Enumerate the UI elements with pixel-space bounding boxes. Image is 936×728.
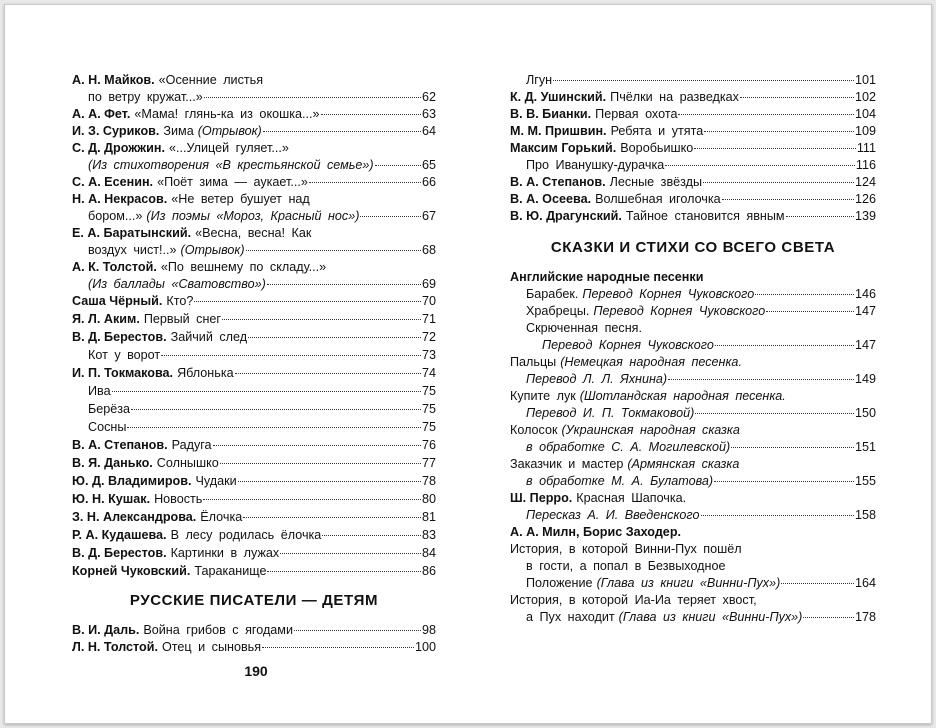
toc-entry — [72, 328, 436, 346]
toc-author: З. Н. Александрова. — [72, 510, 197, 524]
toc-title: Воробьишко — [620, 141, 694, 155]
dot-leader — [235, 373, 421, 374]
toc-title: в гости, а попал в Безвыходное — [526, 559, 726, 573]
toc-note: Перевод Корнея Чуковского — [582, 287, 755, 301]
toc-title: «...Улицей гуляет...» — [168, 141, 289, 155]
toc-title: Волшебная иголочка — [595, 192, 721, 206]
dot-leader — [803, 617, 854, 618]
toc-note: (Отрывок) — [197, 124, 262, 138]
toc-note: (Из баллады «Сватовство») — [88, 277, 266, 291]
toc-author: Английские народные песенки — [510, 270, 704, 284]
dot-leader — [238, 481, 421, 482]
toc-entry — [510, 106, 876, 123]
dot-leader — [322, 535, 421, 536]
toc-author: А. Н. Майков. — [72, 73, 155, 87]
toc-title: Ребята и утята — [610, 124, 704, 138]
toc-entry — [510, 303, 876, 320]
toc-entry — [510, 320, 876, 337]
toc-title: История, в которой Винни-Пух пошёл — [510, 542, 742, 556]
dot-leader — [204, 97, 421, 98]
dot-leader — [321, 114, 421, 115]
toc-title: Новость — [154, 492, 203, 506]
toc-note: (Шотландская народная песенка. — [579, 389, 786, 403]
toc-title: Скрюченная песня. — [526, 321, 642, 335]
dot-leader — [112, 391, 421, 392]
dot-leader — [714, 481, 854, 482]
toc-page-number: 124 — [854, 175, 876, 189]
dot-leader — [246, 250, 421, 251]
toc-entry — [72, 140, 436, 157]
toc-author: И. З. Суриков. — [72, 124, 160, 138]
toc-entry — [72, 208, 436, 225]
toc-title: Отец и сыновья — [161, 640, 262, 654]
toc-note: Перевод Корнея Чуковского — [593, 304, 766, 318]
toc-note: Перевод Корнея Чуковского — [542, 338, 714, 352]
dot-leader — [695, 413, 854, 414]
toc-entry — [510, 490, 876, 507]
toc-note: Перевод И. П. Токмаковой) — [526, 406, 695, 420]
toc-entry — [72, 191, 436, 208]
toc-page-number: 65 — [421, 158, 436, 172]
toc-page-number: 86 — [421, 564, 436, 578]
toc-entry — [510, 473, 876, 490]
toc-entry — [72, 526, 436, 544]
section-title: РУССКИЕ ПИСАТЕЛИ — ДЕТЯМ — [129, 592, 379, 609]
toc-title: Пальцы — [510, 355, 557, 369]
dot-leader — [127, 427, 421, 428]
toc-note: Перевод Л. Л. Яхнина) — [526, 372, 668, 386]
toc-author: Я. Л. Аким. — [72, 312, 140, 326]
toc-title: Про Иванушку-дурачка — [526, 158, 665, 172]
toc-entry — [510, 541, 876, 558]
toc-page-number: 76 — [421, 438, 436, 452]
toc-entry — [510, 140, 876, 157]
toc-page-number: 71 — [421, 312, 436, 326]
toc-title: Война грибов с ягодами — [143, 623, 293, 637]
book-page — [4, 4, 932, 724]
toc-page-number: 98 — [421, 623, 436, 637]
toc-title: Красная Шапочка. — [576, 491, 687, 505]
toc-title: «Поёт зима — аукает...» — [157, 175, 308, 189]
toc-entry — [72, 400, 436, 418]
toc-entry — [72, 472, 436, 490]
toc-page-number: 149 — [854, 372, 876, 386]
toc-title: Сосны — [88, 420, 127, 434]
toc-title: Тараканище — [194, 564, 267, 578]
dot-leader — [694, 148, 856, 149]
dot-leader — [665, 165, 855, 166]
toc-title: Купите лук — [510, 389, 576, 403]
toc-entry — [72, 72, 436, 89]
toc-page-number: 100 — [414, 640, 436, 654]
toc-note: (Из стихотворения «В крестьянской семье») — [88, 158, 374, 172]
toc-entry-list — [510, 72, 876, 225]
dot-leader — [203, 499, 421, 500]
toc-page-number: 74 — [421, 366, 436, 380]
toc-entry — [510, 174, 876, 191]
toc-entry — [510, 208, 876, 225]
toc-page-number: 111 — [856, 141, 876, 155]
toc-page-number: 101 — [854, 73, 876, 87]
toc-author: Ш. Перро. — [510, 491, 573, 505]
toc-page-number: 75 — [421, 402, 436, 416]
dot-leader — [161, 355, 421, 356]
toc-entry-list — [510, 269, 876, 626]
toc-author: В. И. Даль. — [72, 623, 140, 637]
toc-note: в обработке С. А. Могилевской) — [526, 440, 731, 454]
toc-author: Р. А. Кудашева. — [72, 528, 167, 542]
toc-page-number: 66 — [421, 175, 436, 189]
toc-page-number: 64 — [421, 124, 436, 138]
toc-page-number: 158 — [854, 508, 876, 522]
toc-entry — [72, 157, 436, 174]
toc-title: «Не ветер бушует над — [171, 192, 310, 206]
toc-entry-list — [72, 622, 436, 656]
toc-title: а Пух находит — [526, 610, 615, 624]
toc-title: Ёлочка — [200, 510, 243, 524]
toc-page-number: 68 — [421, 243, 436, 257]
toc-entry — [510, 422, 876, 439]
dot-leader — [309, 182, 421, 183]
dot-leader — [553, 80, 854, 81]
toc-entry — [510, 72, 876, 89]
toc-page-number: 178 — [854, 610, 876, 624]
dot-leader — [262, 647, 414, 648]
toc-page-number: 139 — [854, 209, 876, 223]
toc-page-number: 63 — [421, 107, 436, 121]
toc-entry — [510, 286, 876, 303]
page-number: 190 — [244, 663, 268, 679]
toc-author: Н. А. Некрасов. — [72, 192, 168, 206]
toc-page-number: 155 — [854, 474, 876, 488]
dot-leader — [766, 311, 854, 312]
toc-title: Кто? — [166, 294, 194, 308]
toc-entry — [510, 405, 876, 422]
toc-entry — [72, 259, 436, 276]
toc-entry — [72, 225, 436, 242]
toc-title: «Осенние листья — [158, 73, 264, 87]
dot-leader — [222, 319, 421, 320]
dot-leader — [267, 284, 421, 285]
toc-entry — [510, 388, 876, 405]
toc-author: Ю. Д. Владимиров. — [72, 474, 192, 488]
toc-title: Берёза — [88, 402, 131, 416]
toc-title: Храбрецы. — [526, 304, 590, 318]
toc-right-column — [510, 72, 876, 626]
toc-title: «Весна, весна! Как — [195, 226, 312, 240]
toc-entry — [72, 276, 436, 293]
dot-leader — [715, 345, 854, 346]
dot-leader — [703, 182, 854, 183]
toc-page-number: 69 — [421, 277, 436, 291]
toc-note: (Отрывок) — [180, 243, 245, 257]
dot-leader — [755, 294, 854, 295]
toc-title: Ива — [88, 384, 111, 398]
toc-title: Чудаки — [195, 474, 237, 488]
toc-author: С. Д. Дрожжин. — [72, 141, 165, 155]
toc-entry — [510, 575, 876, 592]
toc-author: В. Я. Данько. — [72, 456, 153, 470]
toc-entry — [510, 354, 876, 371]
toc-entry — [72, 508, 436, 526]
toc-title: Зима — [163, 124, 194, 138]
dot-leader — [213, 445, 421, 446]
toc-author: Ю. Н. Кушак. — [72, 492, 151, 506]
toc-entry — [510, 439, 876, 456]
toc-entry — [72, 622, 436, 639]
toc-left-column — [72, 72, 436, 656]
toc-entry — [72, 639, 436, 656]
toc-author: Саша Чёрный. — [72, 294, 163, 308]
toc-entry — [72, 382, 436, 400]
dot-leader — [263, 131, 421, 132]
dot-leader — [360, 216, 421, 217]
toc-page-number: 83 — [421, 528, 436, 542]
toc-title: История, в которой Иа-Иа теряет хвост, — [510, 593, 757, 607]
toc-author: В. Д. Берестов. — [72, 330, 167, 344]
toc-note: Пересказ А. И. Введенского — [526, 508, 700, 522]
toc-author: В. А. Степанов. — [72, 438, 168, 452]
toc-title: Барабек. — [526, 287, 579, 301]
toc-page-number: 150 — [854, 406, 876, 420]
dot-leader — [194, 301, 421, 302]
toc-entry — [72, 106, 436, 123]
toc-page-number: 102 — [854, 90, 876, 104]
toc-entry — [510, 609, 876, 626]
dot-leader — [220, 463, 421, 464]
toc-page-number: 72 — [421, 330, 436, 344]
toc-title: Первый снег — [143, 312, 222, 326]
toc-entry — [510, 269, 876, 286]
toc-entry — [72, 123, 436, 140]
toc-page-number: 77 — [421, 456, 436, 470]
dot-leader — [704, 131, 854, 132]
toc-author: А. А. Фет. — [72, 107, 131, 121]
dot-leader — [294, 630, 421, 631]
toc-title: воздух чист!..» — [88, 243, 177, 257]
dot-leader — [678, 114, 854, 115]
toc-author: К. Д. Ушинский. — [510, 90, 607, 104]
toc-page-number: 126 — [854, 192, 876, 206]
toc-page-number: 73 — [421, 348, 436, 362]
dot-leader — [786, 216, 854, 217]
dot-leader — [280, 553, 421, 554]
section-title: СКАЗКИ И СТИХИ СО ВСЕГО СВЕТА — [550, 239, 836, 256]
toc-author: Е. А. Баратынский. — [72, 226, 192, 240]
toc-page-number: 151 — [854, 440, 876, 454]
toc-author: В. А. Степанов. — [510, 175, 606, 189]
toc-entry — [510, 123, 876, 140]
toc-title: Пчёлки на разведках — [610, 90, 739, 104]
dot-leader — [731, 447, 854, 448]
toc-author: В. В. Бианки. — [510, 107, 592, 121]
toc-title: Колосок — [510, 423, 558, 437]
toc-entry — [72, 436, 436, 454]
toc-page-number: 164 — [854, 576, 876, 590]
dot-leader — [248, 337, 421, 338]
toc-note: (Из поэмы «Мороз, Красный нос») — [146, 209, 360, 223]
toc-entry — [72, 174, 436, 191]
toc-entry — [510, 89, 876, 106]
toc-page-number: 75 — [421, 420, 436, 434]
toc-page-number: 81 — [421, 510, 436, 524]
dot-leader — [131, 409, 421, 410]
toc-entry — [510, 592, 876, 609]
toc-author: В. А. Осеева. — [510, 192, 592, 206]
toc-entry — [72, 310, 436, 328]
toc-page-number: 104 — [854, 107, 876, 121]
toc-title: В лесу родилась ёлочка — [170, 528, 322, 542]
toc-entry — [510, 337, 876, 354]
toc-title: Положение — [526, 576, 593, 590]
toc-entry — [72, 346, 436, 364]
toc-page-number: 147 — [854, 338, 876, 352]
toc-entry — [72, 418, 436, 436]
toc-entry — [72, 364, 436, 382]
toc-page-number: 116 — [855, 158, 876, 172]
toc-title: Лгун — [526, 73, 553, 87]
dot-leader — [668, 379, 854, 380]
toc-page-number: 84 — [421, 546, 436, 560]
toc-title: Солнышко — [156, 456, 219, 470]
toc-note: (Украинская народная сказка — [561, 423, 740, 437]
toc-page-number: 109 — [854, 124, 876, 138]
toc-entry — [510, 524, 876, 541]
toc-entry — [510, 371, 876, 388]
toc-title: Заказчик и мастер — [510, 457, 624, 471]
toc-entry — [72, 490, 436, 508]
dot-leader — [267, 571, 421, 572]
toc-author: А. К. Толстой. — [72, 260, 157, 274]
toc-page-number: 67 — [421, 209, 436, 223]
toc-entry — [510, 157, 876, 174]
toc-title: «По вешнему по складу...» — [160, 260, 327, 274]
toc-author: Максим Горький. — [510, 141, 617, 155]
toc-author: Л. Н. Толстой. — [72, 640, 158, 654]
toc-title: Зайчий след — [170, 330, 248, 344]
toc-page-number: 75 — [421, 384, 436, 398]
dot-leader — [701, 515, 854, 516]
toc-note: (Армянская сказка — [627, 457, 740, 471]
toc-entry — [510, 456, 876, 473]
toc-entry — [72, 454, 436, 472]
toc-author: Корней Чуковский. — [72, 564, 191, 578]
toc-note: (Глава из книги «Винни-Пух») — [618, 610, 803, 624]
toc-title: бором...» — [88, 209, 143, 223]
toc-entry — [72, 562, 436, 580]
toc-page-number: 80 — [421, 492, 436, 506]
toc-title: Яблонька — [177, 366, 234, 380]
toc-title: по ветру кружат...» — [88, 90, 203, 104]
toc-author: И. П. Токмакова. — [72, 366, 174, 380]
toc-note: (Немецкая народная песенка. — [560, 355, 742, 369]
toc-author: М. М. Пришвин. — [510, 124, 607, 138]
toc-page-number: 146 — [854, 287, 876, 301]
toc-entry — [72, 242, 436, 259]
toc-title: «Мама! глянь-ка из окошка...» — [134, 107, 320, 121]
toc-page-number: 62 — [421, 90, 436, 104]
dot-leader — [722, 199, 854, 200]
toc-entry — [510, 507, 876, 524]
toc-title: Тайное становится явным — [625, 209, 785, 223]
toc-title: Первая охота — [595, 107, 678, 121]
toc-title: Картинки в лужах — [170, 546, 280, 560]
toc-author: В. Д. Берестов. — [72, 546, 167, 560]
toc-entry — [72, 293, 436, 310]
toc-entry — [72, 89, 436, 106]
toc-entry — [510, 191, 876, 208]
dot-leader — [243, 517, 421, 518]
toc-author: С. А. Есенин. — [72, 175, 154, 189]
toc-entry — [510, 558, 876, 575]
toc-page-number: 147 — [854, 304, 876, 318]
toc-entry-list — [72, 72, 436, 580]
toc-page-number: 78 — [421, 474, 436, 488]
toc-author: В. Ю. Драгунский. — [510, 209, 622, 223]
dot-leader — [740, 97, 854, 98]
toc-title: Радуга — [171, 438, 212, 452]
toc-note: (Глава из книги «Винни-Пух») — [596, 576, 781, 590]
toc-author: А. А. Милн, Борис Заходер. — [510, 525, 682, 539]
dot-leader — [781, 583, 854, 584]
toc-title: Кот у ворот — [88, 348, 161, 362]
toc-note: в обработке М. А. Булатова) — [526, 474, 714, 488]
toc-page-number: 70 — [421, 294, 436, 308]
toc-entry — [72, 544, 436, 562]
toc-title: Лесные звёзды — [609, 175, 703, 189]
dot-leader — [375, 165, 421, 166]
